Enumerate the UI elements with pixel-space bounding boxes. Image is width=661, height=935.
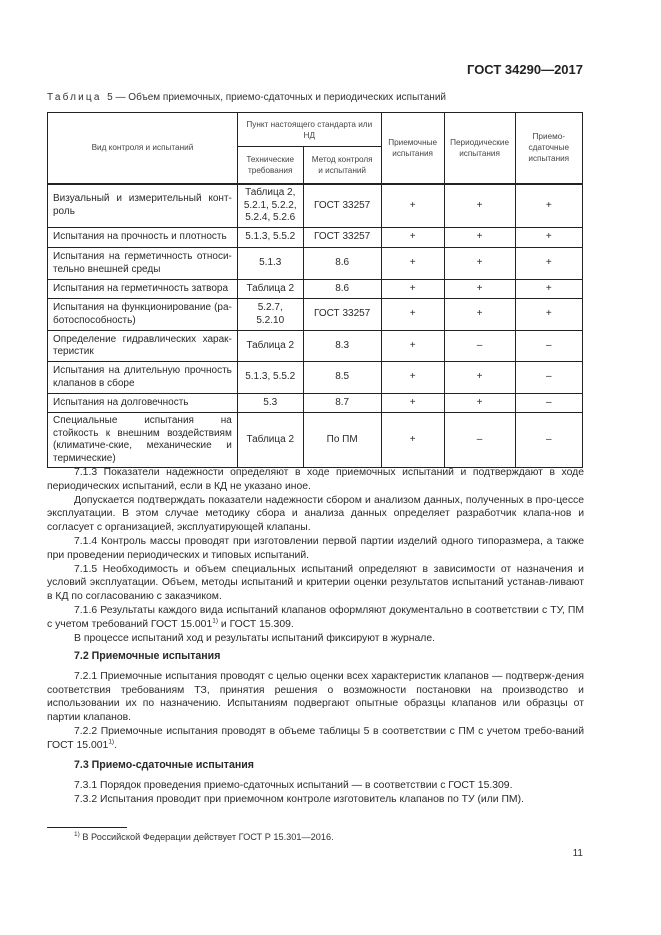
cell-delivery: + [515,299,582,331]
cell-kind: Специальные испытания на стойкость к внешним воздействиям (климатиче-ские, механические и термические) [48,413,238,468]
cell-kind: Испытания на функционирование (ра-ботоспособность) [48,299,238,331]
cell-acceptance: + [381,394,444,413]
cell-method: 8.7 [303,394,381,413]
footnote-ref: 1) [212,617,219,625]
paragraph-7-2-2-tail: . [114,739,117,751]
cell-periodic: + [444,299,515,331]
cell-method: ГОСТ 33257 [303,228,381,248]
cell-acceptance: + [381,280,444,299]
header-acceptance: Приемочные испытания [381,113,444,184]
paragraph-7-2-1: 7.2.1 Приемочные испытания проводят с целью оценки всех характеристик клапанов — подтверж-дения соответствия требованиям ТЗ, принятия решения о возможности постановки на производство и использовании их по назначению. Испытаниям подвергают опытные образцы клапанов или образцы от партии клапанов. [47,670,584,724]
paragraph-7-3-1: 7.3.1 Порядок проведения приемо-сдаточных испытаний — в соответствии с ГОСТ 15.309. [74,779,513,791]
cell-delivery: – [515,331,582,362]
paragraph-7-2-2-text: 7.2.2 Приемочные испытания проводят в объеме таблицы 5 в соответствии с ПМ с учетом требо-ваний ГОСТ 15.001 [47,725,584,751]
footnote-divider [47,827,127,828]
standard-code: ГОСТ 34290—2017 [467,62,583,77]
footnote-text: В Российской Федерации действует ГОСТ Р 15.301—2016. [79,832,334,842]
paragraph-7-1-6 [47,604,584,632]
cell-periodic: – [444,331,515,362]
footnote-mark: 1) [74,830,80,838]
cell-tech-req: Таблица 2 [237,280,303,299]
table-row [48,299,583,331]
cell-kind: Испытания на длительную прочность клапанов в сборе [48,362,238,394]
tests-scope-table [47,112,583,468]
cell-tech-req: 5.1.3, 5.5.2 [237,362,303,394]
cell-delivery: – [515,394,582,413]
paragraph-journal: В процессе испытаний ход и результаты испытаний фиксируют в журнале. [74,632,436,644]
section-7-2 [47,650,584,753]
paragraph-7-1-5: 7.1.5 Необходимость и объем специальных испытаний определяют в зависимости от назначения и условий эксплуатации. Объем, методы испытаний и критерии оценки результатов испытаний устанав-ливают в КД по согласованию с заказчиком. [47,563,584,603]
cell-acceptance: + [381,331,444,362]
page-number: 11 [572,848,583,859]
cell-tech-req: Таблица 2 [237,331,303,362]
cell-method: 8.5 [303,362,381,394]
table-row [48,413,583,468]
table-row [48,331,583,362]
cell-delivery: – [515,362,582,394]
table-row [48,248,583,280]
cell-method: ГОСТ 33257 [303,184,381,228]
cell-delivery: + [515,184,582,228]
cell-periodic: + [444,362,515,394]
cell-acceptance: + [381,362,444,394]
cell-method: По ПМ [303,413,381,468]
cell-method: 8.6 [303,280,381,299]
cell-periodic: + [444,184,515,228]
table-row [48,184,583,228]
cell-acceptance: + [381,228,444,248]
paragraph-7-1-3: 7.1.3 Показатели надежности определяют в ходе приемочных испытаний и подтверждают в ходе периодических испытаний, если в КД не указано иное. [47,467,584,492]
section-7-1-text [47,466,584,645]
cell-method: 8.3 [303,331,381,362]
cell-delivery: + [515,228,582,248]
cell-delivery: – [515,413,582,468]
header-tech-req: Технические требования [237,147,303,184]
table-caption [47,92,446,103]
cell-tech-req: Таблица 2, 5.2.1, 5.2.2, 5.2.4, 5.2.6 [237,184,303,228]
cell-tech-req: 5.3 [237,394,303,413]
table-caption-number: 5 [107,92,113,103]
cell-delivery: + [515,280,582,299]
table-row [48,394,583,413]
paragraph-7-2-2 [47,725,584,753]
cell-periodic: + [444,228,515,248]
cell-periodic: + [444,280,515,299]
cell-kind: Визуальный и измерительный конт-роль [48,184,238,228]
footnote-ref: 1) [108,738,115,746]
cell-tech-req: 5.1.3 [237,248,303,280]
section-heading-7-3: 7.3 Приемо-сдаточные испытания [74,759,254,771]
cell-kind: Определение гидравлических харак-теристик [48,331,238,362]
cell-method: ГОСТ 33257 [303,299,381,331]
cell-acceptance: + [381,184,444,228]
cell-acceptance: + [381,248,444,280]
cell-tech-req: 5.1.3, 5.5.2 [237,228,303,248]
table-row [48,228,583,248]
cell-acceptance: + [381,299,444,331]
cell-tech-req: Таблица 2 [237,413,303,468]
paragraph-7-3-2: 7.3.2 Испытания проводит при приемочном контроле изготовитель клапанов по ТУ (или ПМ). [74,793,524,805]
table-row [48,280,583,299]
cell-acceptance: + [381,413,444,468]
paragraph-7-1-3-note: Допускается подтверждать показатели надежности сбором и анализом данных, полученных в про-цессе эксплуатации. В этом случае методику сбора и анализа данных определяет разработчик клапа-нов и согласует с организацией, эксплуатирующей клапаны. [47,494,584,534]
cell-method: 8.6 [303,248,381,280]
cell-delivery: + [515,248,582,280]
header-kind: Вид контроля и испытаний [48,113,238,184]
cell-kind: Испытания на долговечность [48,394,238,413]
header-clause-group: Пункт настоящего стандарта или НД [237,113,381,147]
cell-kind: Испытания на герметичность относи-тельно внешней среды [48,248,238,280]
paragraph-7-1-6-text: 7.1.6 Результаты каждого вида испытаний клапанов оформляют документально в соответствии с ТУ, ПМ с учетом требований ГОСТ 15.001 [47,604,584,630]
header-delivery: Приемо-сдаточные испытания [515,113,582,184]
table-caption-prefix: Таблица [47,92,102,103]
cell-periodic: – [444,413,515,468]
table-row [48,362,583,394]
table-caption-text: — Объем приемочных, приемо-сдаточных и периодических испытаний [112,92,446,103]
section-7-3 [47,759,584,806]
paragraph-7-1-6-tail: и ГОСТ 15.309. [218,618,294,630]
section-heading-7-2: 7.2 Приемочные испытания [74,650,221,662]
header-periodic: Периодические испытания [444,113,515,184]
paragraph-7-1-4: 7.1.4 Контроль массы проводят при изготовлении первой партии изделий одного типоразмера, а также при проведении периодических и типовых испытаний. [47,535,584,561]
header-method: Метод контроля и испытаний [303,147,381,184]
cell-periodic: + [444,248,515,280]
cell-kind: Испытания на герметичность затвора [48,280,238,299]
footnote [74,832,334,842]
cell-periodic: + [444,394,515,413]
cell-kind: Испытания на прочность и плотность [48,228,238,248]
cell-tech-req: 5.2.7, 5.2.10 [237,299,303,331]
